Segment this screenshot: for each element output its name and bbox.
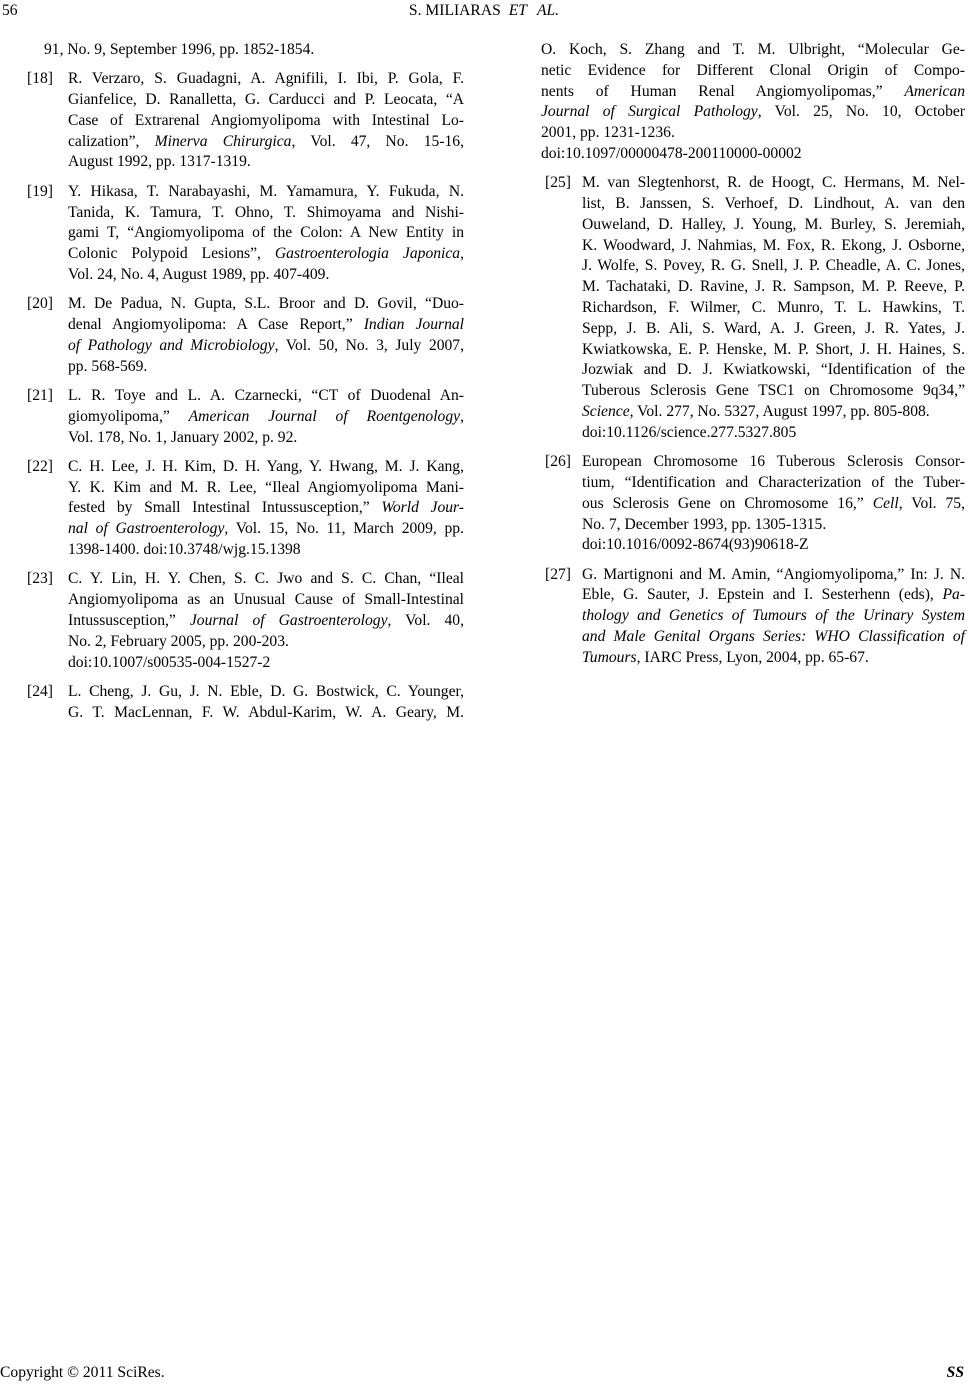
left-column [27,40,464,723]
reference-item [541,173,965,443]
reference-number: [19] [27,182,53,200]
text-segment: European Chromosome 16 Tuberous Sclerosis Consor- [582,453,965,471]
reference-line [541,40,965,61]
header-author: S. MILIARAS [408,2,501,19]
reference-line [541,144,965,165]
reference-line [582,402,965,423]
reference-line [541,61,965,82]
text-segment: , Vol. 47, No. 15-16, [291,132,465,150]
text-segment: 2001, pp. 1231-1236. [541,124,675,142]
reference-line [68,111,464,132]
italic-text: Science [582,403,630,421]
reference-line [582,648,965,669]
reference-line [68,590,464,611]
italic-text: of Pathology and Microbiology [68,336,275,354]
text-segment: Tanida, K. Tamura, T. Ohno, T. Shimoyama and Nishi- [68,203,464,221]
reference-item [541,452,965,556]
text-segment: 91, No. 9, September 1996, pp. 1852-1854. [44,41,315,58]
italic-text: Tumours [582,648,637,666]
reference-number: [23] [27,570,53,588]
text-segment: C. H. Lee, J. H. Kim, D. H. Yang, Y. Hwang, M. J. Kang, [68,457,464,475]
reference-doi[interactable]: doi:10.1016/0092-8674(93)90618-Z [582,536,809,554]
reference-line [582,340,965,361]
reference-number: [25] [545,174,571,192]
italic-text: Gastroenterologia Japonica [274,245,461,263]
reference-line [68,632,464,653]
text-segment: , Vol. 50, No. 3, July 2007, [274,336,464,354]
reference-item [541,565,965,669]
text-segment: denal Angiomyolipoma: A Case Report,” [68,316,364,334]
reference-line [68,457,464,478]
reference-line [68,90,464,111]
reference-line [582,473,965,494]
reference-line [582,627,965,648]
text-segment: G. T. MacLennan, F. W. Abdul-Karim, W. A. Geary, M. [68,703,464,721]
text-segment: tium, “Identification and Characterization of the Tuber- [582,473,965,491]
reference-line [582,452,965,473]
reference-line [44,40,464,61]
reference-line [68,498,464,519]
reference-line [68,244,464,265]
reference-number: [26] [545,453,571,471]
running-header [0,2,968,20]
reference-line [68,182,464,203]
text-segment: Sepp, J. B. Ali, S. Ward, A. J. Green, J. R. Yates, J. [582,319,965,337]
text-segment: No. 2, February 2005, pp. 200-203. [68,632,289,650]
footer-copyright: Copyright © 2011 SciRes. [0,1364,165,1381]
reference-line [541,82,965,103]
reference-line [582,381,965,402]
text-segment: Y. Hikasa, T. Narabayashi, M. Yamamura, Y. Fukuda, N. [68,182,464,200]
italic-text: thology and Genetics of Tumours of the Urinary System [582,607,965,625]
text-segment: Colonic Polypoid Lesions”, [68,245,275,263]
reference-line [68,611,464,632]
reference-line [68,540,464,561]
italic-text: Indian Journal [363,316,464,334]
text-segment: calization”, [68,132,155,150]
text-segment: C. Y. Lin, H. Y. Chen, S. C. Jwo and S. C. Chan, “Ileal [68,570,464,588]
text-segment: O. Koch, S. Zhang and T. M. Ulbright, “Molecular Ge- [541,41,965,58]
text-segment: G. Martignoni and M. Amin, “Angiomyolipoma,” In: J. N. [582,565,965,583]
reference-line [68,357,464,378]
reference-line [582,277,965,298]
text-segment: , Vol. 25, No. 10, October [757,103,965,121]
reference-line [582,606,965,627]
reference-item [27,294,464,377]
text-segment: M. van Slegtenhorst, R. de Hoogt, C. Hermans, M. Nel- [582,174,965,192]
reference-item [27,682,464,724]
reference-number: [22] [27,457,53,475]
reference-line [68,69,464,90]
reference-line [68,132,464,153]
reference-line [541,102,965,123]
text-segment: , Vol. 75, [898,494,966,512]
text-segment: , Vol. 40, [387,611,464,629]
reference-line [541,123,965,144]
text-segment: , IARC Press, Lyon, 2004, pp. 65-67. [636,648,869,666]
reference-number: [18] [27,70,53,88]
text-segment: doi:10.1097/00000478-200110000-00002 [541,144,802,162]
text-segment: Vol. 24, No. 4, August 1989, pp. 407-409. [68,265,330,283]
reference-list [541,173,965,668]
italic-text: and Male Genital Organs Series: WHO Classification of [582,628,965,646]
reference-doi[interactable]: doi:10.1007/s00535-004-1527-2 [68,653,271,671]
italic-text: Pa- [942,586,965,604]
text-segment: netic Evidence for Different Clonal Origin of Compo- [541,61,965,79]
reference-item [27,569,464,673]
reference-line [68,569,464,590]
reference-line [582,360,965,381]
text-segment: Intussusception,” [68,611,190,629]
text-segment: M. De Padua, N. Gupta, S.L. Broor and D. Govil, “Duo- [68,295,464,313]
text-segment: M. Tachataki, D. Ravine, J. R. Sampson, M. P. Reeve, P. [582,278,965,296]
right-column [541,40,965,669]
header-et: ET [508,2,527,19]
reference-line [582,298,965,319]
reference-item [27,457,464,561]
header-al: AL. [536,2,560,19]
text-segment: J. Wolfe, S. Povey, R. G. Snell, J. P. Cheadle, A. C. Jones, [582,257,965,275]
text-segment: L. R. Toye and L. A. Czarnecki, “CT of Duodenal An- [68,386,464,404]
reference-line [582,194,965,215]
reference-continuation [44,40,464,61]
text-segment: L. Cheng, J. Gu, J. N. Eble, D. G. Bostwick, C. Younger, [68,682,464,700]
text-segment: , [460,245,464,263]
italic-text: Cell [872,494,899,512]
reference-line [68,265,464,286]
reference-line [68,478,464,499]
reference-number: [20] [27,295,53,313]
italic-text: Journal of Surgical Pathology [541,103,758,121]
page-number: 56 [2,2,18,19]
text-segment: No. 7, December 1993, pp. 1305-1315. [582,515,827,533]
reference-line [582,236,965,257]
italic-text: World Jour- [381,499,464,517]
reference-line [582,585,965,606]
text-segment: list, B. Janssen, S. Verhoef, D. Lindhout, A. van den [582,195,965,213]
reference-line [68,223,464,244]
text-segment: Y. K. Kim and M. R. Lee, “Ileal Angiomyolipoma Mani- [68,478,464,496]
reference-line [68,519,464,540]
reference-item [27,182,464,286]
text-segment: August 1992, pp. 1317-1319. [68,153,251,171]
text-segment: K. Woodward, J. Nahmias, M. Fox, R. Ekong, J. Osborne, [582,236,965,254]
reference-item [27,386,464,448]
text-segment: 1398-1400. doi:10.3748/wjg.15.1398 [68,541,301,559]
reference-line [582,256,965,277]
text-segment: Angiomyolipoma as an Unusual Cause of Small-Intestinal [68,591,464,609]
text-segment: Case of Extrarenal Angiomyolipoma with Intestinal Lo- [68,111,464,129]
reference-line [582,494,965,515]
reference-item [27,69,464,173]
reference-line [68,407,464,428]
text-segment: , [460,407,464,425]
reference-line [68,703,464,724]
reference-line [68,152,464,173]
text-segment: pp. 568-569. [68,357,148,375]
italic-text: nal of Gastroenterology [68,520,225,538]
reference-doi[interactable]: doi:10.1126/science.277.5327.805 [582,423,797,441]
text-segment: Kwiatkowska, E. P. Henske, M. P. Short, J. H. Haines, S. [582,340,965,358]
reference-line [68,386,464,407]
reference-line [582,565,965,586]
text-segment: Eble, G. Sauter, J. Epstein and I. Sesterhenn (eds), [582,586,943,604]
text-segment: ous Sclerosis Gene on Chromosome 16,” [582,494,873,512]
reference-line [582,173,965,194]
italic-text: Minerva Chirurgica [154,132,292,150]
reference-continuation [541,40,965,165]
reference-line [68,336,464,357]
text-segment: Gianfelice, D. Ranalletta, G. Carducci and P. Leocata, “A [68,91,464,109]
italic-text: American Journal of Roentgenology [188,407,461,425]
text-segment: Ouweland, D. Halley, J. Young, M. Burley, S. Jeremiah, [582,215,965,233]
reference-line [68,315,464,336]
text-segment: Vol. 178, No. 1, January 2002, p. 92. [68,428,298,446]
text-segment: giomyolipoma,” [68,407,189,425]
reference-line [582,515,965,536]
italic-text: American [904,82,965,100]
italic-text: Journal of Gastroenterology [189,611,388,629]
text-segment: fested by Small Intestinal Intussusception,” [68,499,382,517]
text-segment: , Vol. 277, No. 5327, August 1997, pp. 805-808. [629,403,930,421]
reference-line [582,215,965,236]
reference-list [27,69,464,723]
reference-number: [24] [27,682,53,700]
reference-number: [21] [27,386,53,404]
reference-line [68,682,464,703]
reference-line [68,203,464,224]
text-segment: , Vol. 15, No. 11, March 2009, pp. [224,520,464,538]
text-segment: Richardson, F. Wilmer, C. Munro, T. L. Hawkins, T. [582,299,965,317]
text-segment: gami T, “Angiomyolipoma of the Colon: A New Entity in [68,224,464,242]
text-segment: Tuberous Sclerosis Gene TSC1 on Chromosome 9q34,” [582,382,965,400]
reference-number: [27] [545,565,571,583]
text-segment: nents of Human Renal Angiomyolipomas,” [541,82,905,100]
reference-line [68,428,464,449]
text-segment: R. Verzaro, S. Guadagni, A. Agnifili, I. Ibi, P. Gola, F. [68,70,464,88]
text-segment: Jozwiak and D. J. Kwiatkowski, “Identification of the [582,361,965,379]
reference-line [68,294,464,315]
reference-line [582,319,965,340]
footer-journal: SS [946,1364,964,1381]
